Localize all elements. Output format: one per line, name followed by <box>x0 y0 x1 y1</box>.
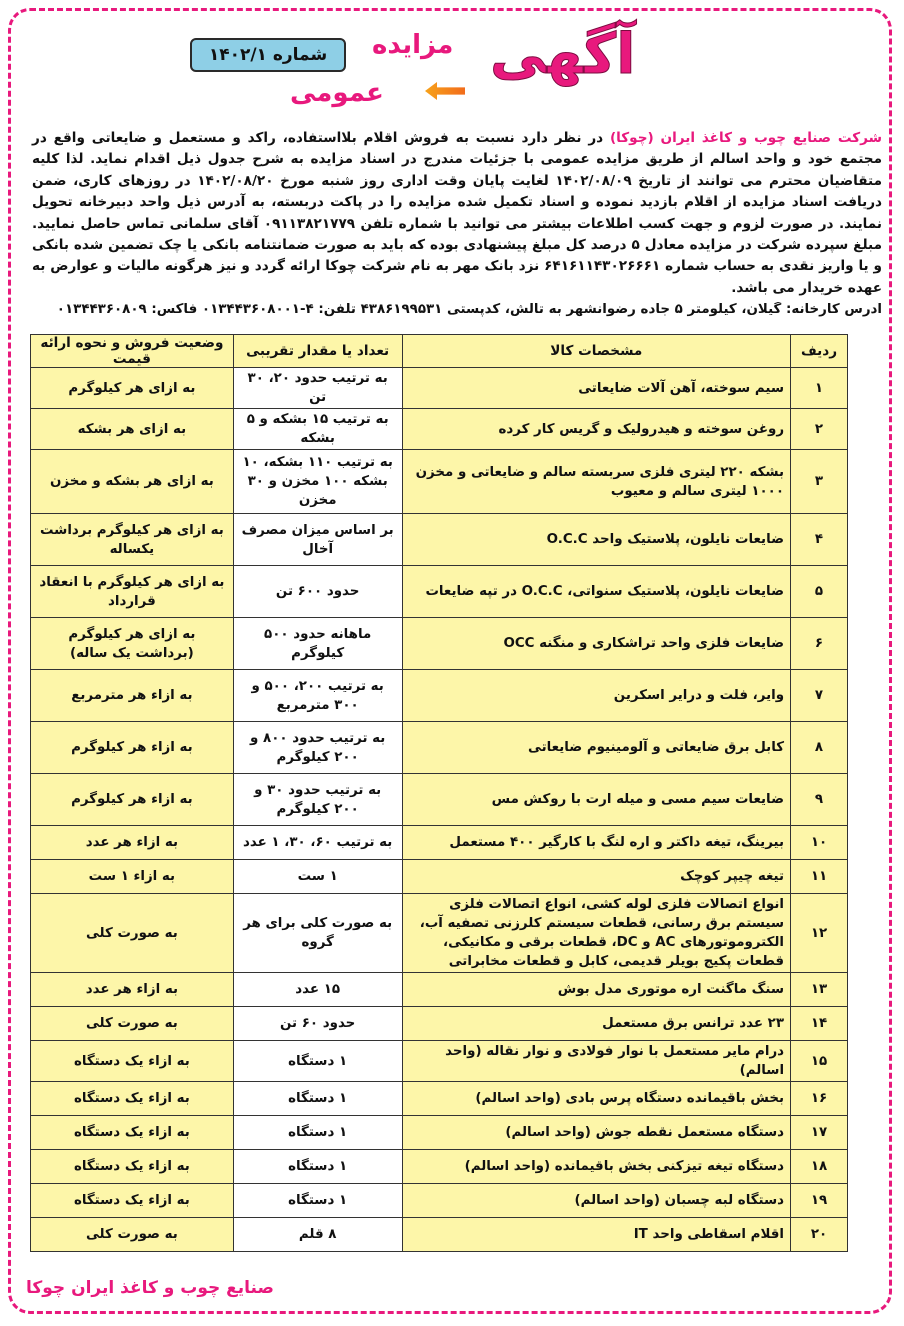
row-price: به ازای هر بشکه و مخزن <box>31 450 234 514</box>
row-spec: اقلام اسقاطی واحد IT <box>402 1218 790 1252</box>
row-price: به ازاء هر مترمربع <box>31 670 234 722</box>
row-spec: کابل برق ضایعاتی و آلومینیوم ضایعاتی <box>402 722 790 774</box>
row-number: ۱۷ <box>791 1116 848 1150</box>
table-row <box>31 1150 848 1184</box>
table-row <box>31 566 848 618</box>
row-number: ۱۰ <box>791 826 848 860</box>
table-row <box>31 826 848 860</box>
table-row <box>31 514 848 566</box>
row-price: به صورت کلی <box>31 894 234 973</box>
row-spec: دستگاه لبه چسبان (واحد اسالم) <box>402 1184 790 1218</box>
row-qty: ۱ ست <box>233 860 402 894</box>
row-number: ۵ <box>791 566 848 618</box>
row-price: به ازاء هر عدد <box>31 826 234 860</box>
row-spec: وایر، فلت و درایر اسکرین <box>402 670 790 722</box>
row-spec: دستگاه تیغه تیزکنی بخش باقیمانده (واحد اسالم) <box>402 1150 790 1184</box>
header-spec: مشخصات کالا <box>402 335 790 368</box>
row-number: ۱ <box>791 368 848 409</box>
row-price: به ازاء یک دستگاه <box>31 1184 234 1218</box>
row-price: به ازای هر کیلوگرم <box>31 368 234 409</box>
table-row <box>31 409 848 450</box>
title-mozayede: مزایده <box>372 30 454 60</box>
items-table <box>30 334 848 1252</box>
row-qty: ۱ دستگاه <box>233 1150 402 1184</box>
title-agahi: آگهی <box>490 22 636 87</box>
table-row <box>31 1116 848 1150</box>
intro-paragraph <box>32 128 882 299</box>
row-price: به ازای هر کیلوگرم برداشت یکساله <box>31 514 234 566</box>
row-spec: بشکه ۲۲۰ لیتری فلزی سربسته سالم و ضایعاتی و مخزن ۱۰۰۰ لیتری سالم و معیوب <box>402 450 790 514</box>
row-spec: بخش باقیمانده دستگاه پرس بادی (واحد اسالم) <box>402 1082 790 1116</box>
table-row <box>31 894 848 973</box>
header-qty: تعداد یا مقدار تقریبی <box>233 335 402 368</box>
row-number: ۱۸ <box>791 1150 848 1184</box>
row-price: به ازاء یک دستگاه <box>31 1150 234 1184</box>
row-number: ۸ <box>791 722 848 774</box>
row-qty: ۱ دستگاه <box>233 1082 402 1116</box>
title-omoomi: عمومی <box>290 78 384 108</box>
row-number: ۱۴ <box>791 1007 848 1041</box>
row-number: ۶ <box>791 618 848 670</box>
row-number: ۱۱ <box>791 860 848 894</box>
row-qty: به ترتیب حدود ۸۰۰ و ۲۰۰ کیلوگرم <box>233 722 402 774</box>
table-row <box>31 1041 848 1082</box>
row-qty: بر اساس میزان مصرف آخال <box>233 514 402 566</box>
row-spec: ۲۳ عدد ترانس برق مستعمل <box>402 1007 790 1041</box>
header-row-number: ردیف <box>791 335 848 368</box>
row-qty: ۸ قلم <box>233 1218 402 1252</box>
company-name: شرکت صنایع چوب و کاغذ ایران (چوکا) <box>609 130 882 146</box>
row-qty: ۱ دستگاه <box>233 1184 402 1218</box>
row-number: ۱۶ <box>791 1082 848 1116</box>
table-row <box>31 618 848 670</box>
table-row <box>31 1218 848 1252</box>
row-qty: به صورت کلی برای هر گروه <box>233 894 402 973</box>
row-qty: ۱ دستگاه <box>233 1041 402 1082</box>
table-row <box>31 722 848 774</box>
row-qty: به ترتیب ۲۰۰، ۵۰۰ و ۳۰۰ مترمربع <box>233 670 402 722</box>
table-header-row <box>31 335 848 368</box>
row-number: ۱۲ <box>791 894 848 973</box>
row-qty: ماهانه حدود ۵۰۰ کیلوگرم <box>233 618 402 670</box>
table-row <box>31 1184 848 1218</box>
table-row <box>31 1082 848 1116</box>
row-spec: سیم سوخته، آهن آلات ضایعاتی <box>402 368 790 409</box>
notice-number-badge: شماره ۱۴۰۲/۱ <box>190 38 346 72</box>
footer-signature: صنایع چوب و کاغذ ایران چوکا <box>26 1278 274 1298</box>
row-number: ۹ <box>791 774 848 826</box>
row-qty: به ترتیب حدود ۲۰، ۳۰ تن <box>233 368 402 409</box>
row-spec: سنگ ماگنت اره موتوری مدل بوش <box>402 973 790 1007</box>
row-qty: به ترتیب ۱۱۰ بشکه، ۱۰ بشکه ۱۰۰ مخزن و ۳۰ مخزن <box>233 450 402 514</box>
row-qty: ۱۵ عدد <box>233 973 402 1007</box>
row-price: به ازاء یک دستگاه <box>31 1116 234 1150</box>
row-qty: ۱ دستگاه <box>233 1116 402 1150</box>
table-row <box>31 1007 848 1041</box>
row-price: به ازاء یک دستگاه <box>31 1041 234 1082</box>
row-spec: ضایعات فلزی واحد تراشکاری و منگنه OCC <box>402 618 790 670</box>
factory-address: آدرس کارخانه: گیلان، کیلومتر ۵ جاده رضوانشهر به تالش، کدپستی ۴۳۸۶۱۹۹۵۳۱ تلفن: ۴-۰۱۳۴۴۳۶۰۸۰۰۱ فاکس: ۰۱۳۴۴۳۶۰۸۰۹ <box>56 302 882 317</box>
row-spec: ضایعات نایلون، پلاستیک سنواتی، O.C.C در تپه ضایعات <box>402 566 790 618</box>
row-spec: تیغه چیپر کوچک <box>402 860 790 894</box>
row-spec: درام مایر مستعمل با نوار فولادی و نوار نقاله (واحد اسالم) <box>402 1041 790 1082</box>
row-spec: ضایعات سیم مسی و میله ارت با روکش مس <box>402 774 790 826</box>
row-number: ۷ <box>791 670 848 722</box>
row-price: به صورت کلی <box>31 1218 234 1252</box>
row-price: به ازای هر بشکه <box>31 409 234 450</box>
row-number: ۱۳ <box>791 973 848 1007</box>
row-number: ۱۵ <box>791 1041 848 1082</box>
table-row <box>31 368 848 409</box>
row-number: ۴ <box>791 514 848 566</box>
row-number: ۳ <box>791 450 848 514</box>
table-row <box>31 774 848 826</box>
row-spec: بیرینگ، تیغه داکتر و اره لنگ با کارگیر ۴۰۰ مستعمل <box>402 826 790 860</box>
table-row <box>31 860 848 894</box>
row-price: به ازاء ۱ ست <box>31 860 234 894</box>
row-number: ۲ <box>791 409 848 450</box>
table-row <box>31 450 848 514</box>
row-qty: حدود ۶۰ تن <box>233 1007 402 1041</box>
row-qty: حدود ۶۰۰ تن <box>233 566 402 618</box>
row-price: به ازاء هر کیلوگرم <box>31 774 234 826</box>
row-price: به ازای هر کیلوگرم با انعقاد قرارداد <box>31 566 234 618</box>
row-price: به ازاء هر کیلوگرم <box>31 722 234 774</box>
row-qty: به ترتیب حدود ۳۰ و ۲۰۰ کیلوگرم <box>233 774 402 826</box>
table-row <box>31 973 848 1007</box>
header-price: وضعیت فروش و نحوه ارائه قیمت <box>31 335 234 368</box>
row-spec: دستگاه مستعمل نقطه جوش (واحد اسالم) <box>402 1116 790 1150</box>
row-number: ۱۹ <box>791 1184 848 1218</box>
row-spec: انواع اتصالات فلزی لوله کشی، انواع اتصالات فلزی سیستم برق رسانی، قطعات سیستم کلرزنی تصفیه آب، الکتروموتورهای AC و DC، قطعات برقی و مکانیکی، قطعات پکیج بویلر قدیمی، کابل و قطعات مخابراتی <box>402 894 790 973</box>
row-qty: به ترتیب ۱۵ بشکه و ۵ بشکه <box>233 409 402 450</box>
row-price: به صورت کلی <box>31 1007 234 1041</box>
intro-text: در نظر دارد نسبت به فروش اقلام بلااستفاده، راکد و مستعمل و ضایعاتی واقع در مجتمع خود و واحد اسالم از طریق مزایده عمومی با جزئیات مندرج در اسناد مزایده به شرح جدول ذیل اقدام نماید. لذا کلیه متقاضیان محترم می توانند از تاریخ ۱۴۰۲/۰۸/۰۹ لغایت پایان وقت اداری روز شنبه مورخ ۱۴۰۲/۰۸/۲۰ در روزهای کاری، ضمن دریافت اسناد مزایده از اقلام بازدید نموده و اسناد تکمیل شده مزایده را در پاکت دربسته، به آدرس ذیل واحد دبیرخانه تحویل نمایند. در صورت لزوم و جهت کسب اطلاعات بیشتر می توانید با شماره تلفن ۰۹۱۱۳۸۲۱۷۷۹ آقای سلمانی تماس حاصل نمایید. مبلغ سپرده شرکت در مزایده معادل ۵ درصد کل مبلغ پیشنهادی بوده که باید به صورت ضمانتنامه بانکی یا چک تضمین شده بانکی و یا واریز نقدی به حساب شماره ۶۴۱۶۱۱۴۳۰۲۶۶۶۱ نزد بانک مهر به نام شرکت چوکا ارائه گردد و نیز هرگونه مالیات و عوارض به عهده خریدار می باشد. <box>32 130 882 296</box>
row-qty: به ترتیب ۶۰، ۳۰، ۱ عدد <box>233 826 402 860</box>
row-number: ۲۰ <box>791 1218 848 1252</box>
row-spec: روغن سوخته و هیدرولیک و گریس کار کرده <box>402 409 790 450</box>
table-row <box>31 670 848 722</box>
row-price: به ازاء هر عدد <box>31 973 234 1007</box>
row-price: به ازاء یک دستگاه <box>31 1082 234 1116</box>
row-spec: ضایعات نایلون، پلاستیک واحد O.C.C <box>402 514 790 566</box>
row-price: به ازای هر کیلوگرم (برداشت یک ساله) <box>31 618 234 670</box>
